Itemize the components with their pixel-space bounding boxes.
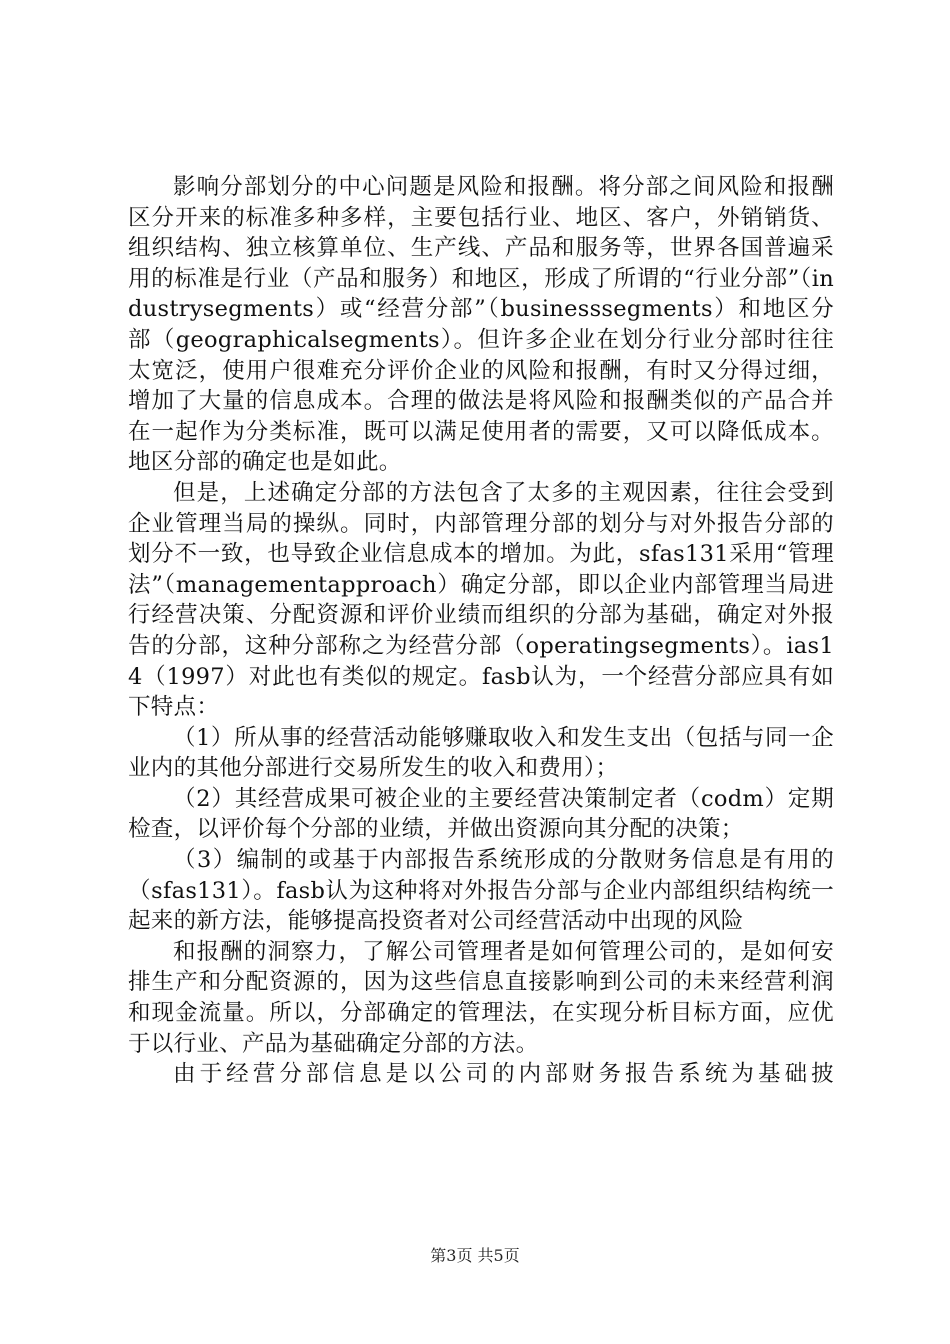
paragraph-management-approach: 但是，上述确定分部的方法包含了太多的主观因素，往往会受到企业管理当局的操纵。同时，内部管理分部的划分与对外报告分部的划分不一致，也导致企业信息成本的增加。为此，sfas131采用“管理法”（managementapproach）确定分部，即以企业内部管理当局进行经营决策、分配资源和评价业绩而组织的分部为基础，确定对外报告的分部，这种分部称之为经营分部（operatingsegments）。ias14（1997）对此也有类似的规定。fasb认为，一个经营分部应具有如下特点： [128,479,834,721]
page-footer: 第3页 共5页 [430,1246,520,1265]
paragraph-disclosure: 由于经营分部信息是以公司的内部财务报告系统为基础披 [173,1061,834,1088]
list-item-feature-1: （1）所从事的经营活动能够赚取收入和发生支出（包括与同一企业内的其他分部进行交易所发生的收入和费用）； [128,724,834,782]
paragraph-segment-risk-reward: 影响分部划分的中心问题是风险和报酬。将分部之间风险和报酬区分开来的标准多种多样，主要包括行业、地区、客户，外销销货、组织结构、独立核算单位、生产线、产品和服务等，世界各国普遍采用的标准是行业（产品和服务）和地区，形成了所谓的“行业分部”（industrysegments）或“经营分部”（businesssegments）和地区分部（geographicalsegments）。但许多企业在划分行业分部时往往太宽泛，使用户很难充分评价企业的风险和报酬，有时又分得过细，增加了大量的信息成本。合理的做法是将风险和报酬类似的产品合并在一起作为分类标准，既可以满足使用者的需要，又可以降低成本。地区分部的确定也是如此。 [128,174,834,476]
paragraph-insight: 和报酬的洞察力，了解公司管理者是如何管理公司的，是如何安排生产和分配资源的，因为这些信息直接影响到公司的未来经营利润和现金流量。所以，分部确定的管理法，在实现分析目标方面，应优于以行业、产品为基础确定分部的方法。 [128,938,834,1057]
list-item-feature-2: （2）其经营成果可被企业的主要经营决策制定者（codm）定期检查，以评价每个分部的业绩，并做出资源向其分配的决策； [128,785,834,843]
document-body [128,172,834,1090]
list-item-feature-3: （3）编制的或基于内部报告系统形成的分散财务信息是有用的（sfas131）。fasb认为这种将对外报告分部与企业内部组织结构统一起来的新方法，能够提高投资者对公司经营活动中出现的风险 [128,847,834,935]
